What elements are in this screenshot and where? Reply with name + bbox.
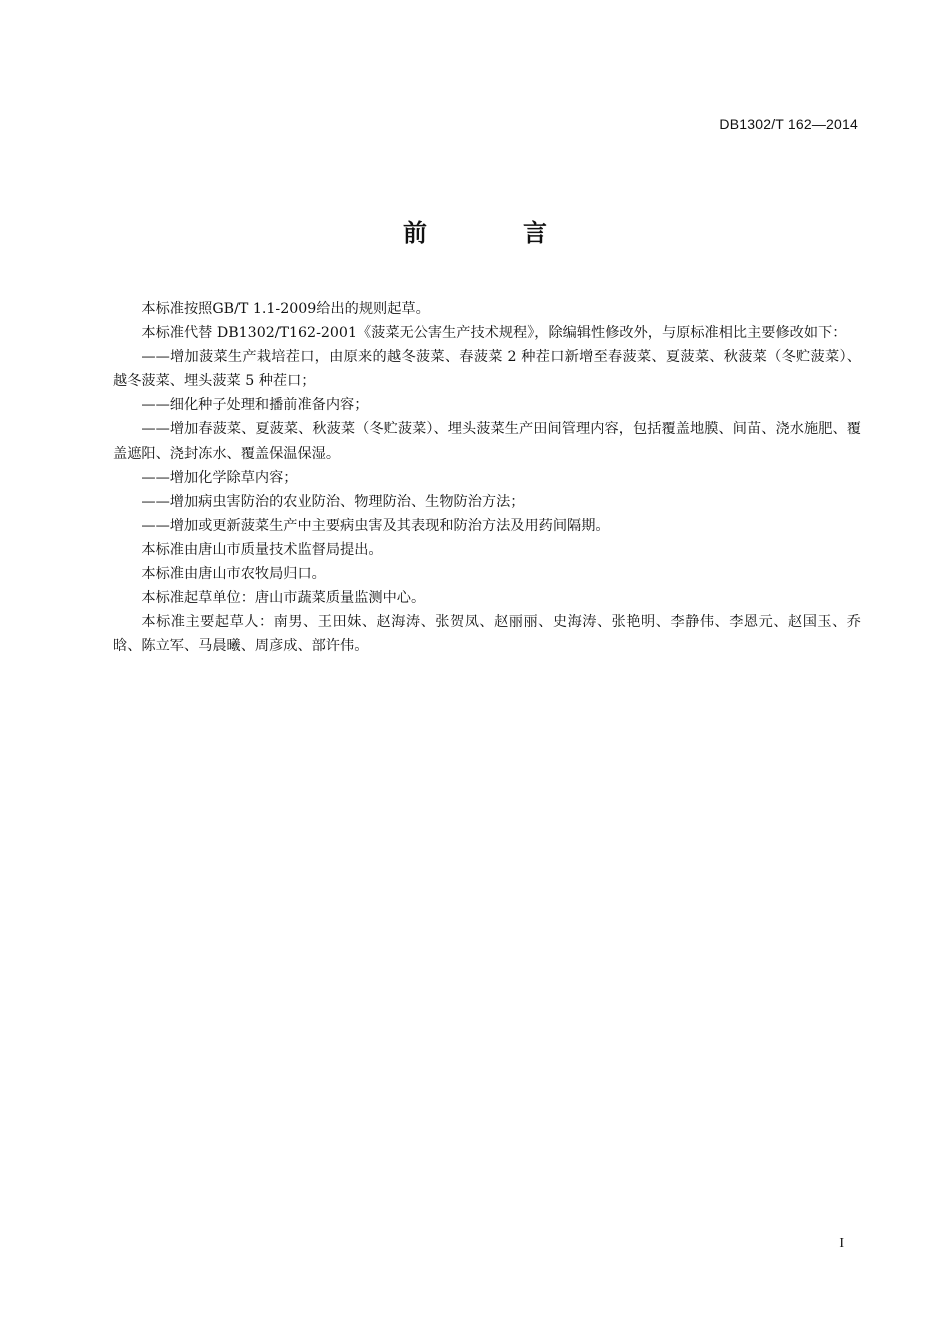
document-code: DB1302/T 162—2014 bbox=[719, 116, 858, 132]
list-item: ——增加菠菜生产栽培茬口，由原来的越冬菠菜、春菠菜 2 种茬口新增至春菠菜、夏菠菜、秋菠菜（冬贮菠菜）、越冬菠菜、埋头菠菜 5 种茬口； bbox=[113, 349, 861, 390]
paragraph: 本标准起草单位：唐山市蔬菜质量监测中心。 bbox=[141, 590, 426, 607]
paragraph: 本标准由唐山市质量技术监督局提出。 bbox=[141, 541, 383, 558]
paragraph: 本标准代替 DB1302/T162-2001《菠菜无公害生产技术规程》，除编辑性修改外，与原标准相比主要修改如下： bbox=[141, 325, 847, 342]
paragraph: 本标准主要起草人：南男、王田妹、赵海涛、张贺凤、赵丽丽、史海涛、张艳明、李静伟、李恩元、赵国玉、乔晗、陈立军、马晨曦、周彦成、部许伟。 bbox=[113, 614, 861, 655]
list-item: ——细化种子处理和播前准备内容； bbox=[141, 397, 369, 414]
paragraph: 本标准由唐山市农牧局归口。 bbox=[141, 566, 326, 583]
page-title: 前言 bbox=[403, 219, 643, 247]
list-item: ——增加病虫害防治的农业防治、物理防治、生物防治方法； bbox=[141, 493, 525, 510]
paragraph: 本标准按照GB/T 1.1-2009给出的规则起草。 bbox=[141, 301, 430, 317]
list-item: ——增加或更新菠菜生产中主要病虫害及其表现和防治方法及用药间隔期。 bbox=[141, 517, 610, 534]
list-item: ——增加化学除草内容； bbox=[141, 469, 298, 486]
preface-body bbox=[113, 297, 861, 658]
page-number: I bbox=[839, 1236, 844, 1251]
list-item: ——增加春菠菜、夏菠菜、秋菠菜（冬贮菠菜）、埋头菠菜生产田间管理内容，包括覆盖地膜、间苗、浇水施肥、覆盖遮阳、浇封冻水、覆盖保温保湿。 bbox=[113, 421, 861, 462]
